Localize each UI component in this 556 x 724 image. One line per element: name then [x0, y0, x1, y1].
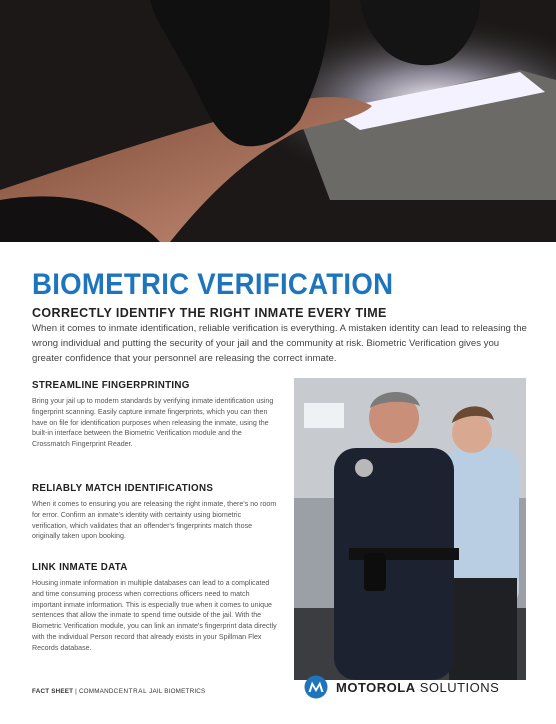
footer-label [32, 688, 205, 695]
logo-main: MOTOROLA [336, 679, 416, 695]
section-reliably-match [32, 483, 277, 542]
section-body: Bring your jail up to modern standards by verifying inmate identification using fingerprint scanning. Easily capture inmate fingerprints, which you can then have on file for identification purposes when releasing the inmate, using the built-in interface between the Biometric Verification module and the Crossmatch Fingerprint Reader. [32, 397, 274, 449]
section-link-inmate-data [32, 562, 277, 654]
brand-command: COMMAND [78, 688, 114, 695]
section-streamline-fingerprinting [32, 380, 277, 450]
intro-paragraph: When it comes to inmate identification, reliable verification is everything. A mistaken identity can lead to releasing the wrong individual and putting the security of your jail and the community at risk. Biometric Verification gives you greater confidence that your personnel are releasing the correct inmate. [32, 323, 527, 364]
motorola-batwing-icon [304, 675, 328, 699]
section-heading: RELIABLY MATCH IDENTIFICATIONS [32, 483, 214, 494]
motorola-logo [304, 675, 499, 699]
brand-central: CENTRAL [113, 688, 148, 695]
section-body: When it comes to ensuring you are releasing the right inmate, there's no room for error. Confirm an inmate's identity with certainty using biometric verification, which validates that an offender's fingerprints match those originally taken upon booking. [32, 500, 277, 541]
footer-separator: | [73, 688, 79, 695]
page-title: BIOMETRIC VERIFICATION [32, 268, 394, 301]
page-subtitle: CORRECTLY IDENTIFY THE RIGHT INMATE EVERY TIME [32, 306, 387, 320]
section-heading: STREAMLINE FINGERPRINTING [32, 380, 190, 391]
section-body: Housing inmate information in multiple databases can lead to a complicated and time consuming process when corrections officers need to match important inmate information. This is especially true when it comes to unique sentences that allow the inmate to spend time outside of the jail. With the Biometric Verification module, you can link an inmate's fingerprint data directly with the individual Person record that already exists in your Spillman Flex Records database. [32, 579, 277, 652]
product-name: JAIL BIOMETRICS [147, 688, 206, 695]
logo-wordmark [336, 680, 499, 695]
hero-photo [0, 0, 556, 242]
logo-sub: SOLUTIONS [415, 679, 500, 695]
section-heading: LINK INMATE DATA [32, 562, 128, 573]
fact-sheet-label: FACT SHEET [32, 688, 74, 695]
officer-photo [294, 378, 526, 680]
